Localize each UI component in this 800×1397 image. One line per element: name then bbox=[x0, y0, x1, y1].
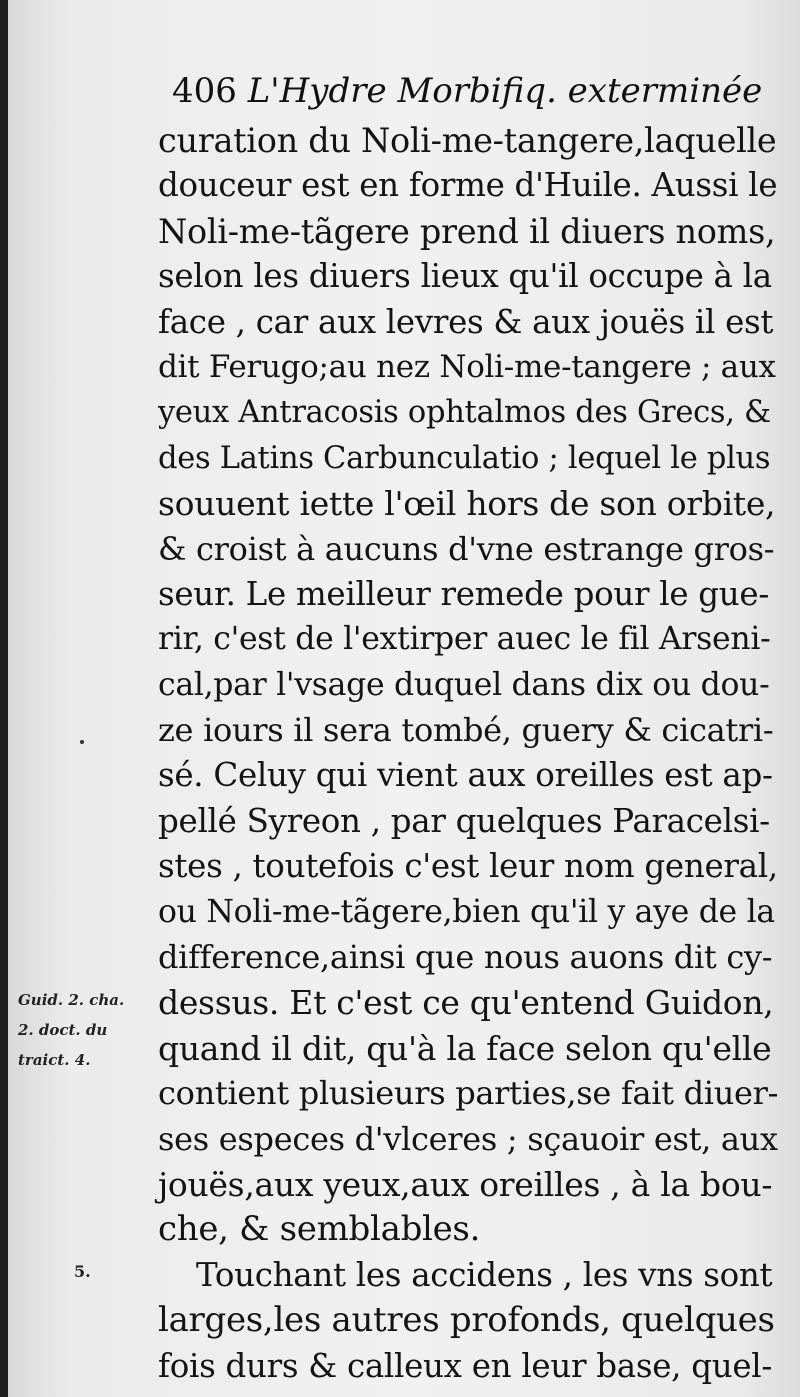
text-line: ze iours il sera tombé, guery & cicatri- bbox=[158, 711, 774, 750]
text-line: dessus. Et c'est ce qu'entend Guidon, bbox=[158, 983, 774, 1023]
text-line: ses especes d'vlceres ; sçauoir est, aux bbox=[158, 1119, 778, 1158]
running-title: L'Hydre Morbifiq. exterminée bbox=[247, 71, 763, 111]
text-line: fois durs & calleux en leur base, quel- bbox=[158, 1346, 773, 1385]
page-header bbox=[172, 62, 772, 120]
text-line: dit Ferugo;au nez Noli-me-tangere ; aux bbox=[158, 348, 776, 385]
text-line: douceur est en forme d'Huile. Aussi le bbox=[158, 166, 778, 205]
margin-note-line: traict. 4. bbox=[18, 1051, 91, 1069]
text-line: contient plusieurs parties,se fait diuer- bbox=[158, 1074, 779, 1113]
marginal-citation bbox=[18, 985, 163, 1075]
text-line: che, & semblables. bbox=[158, 1209, 481, 1250]
paragraph-start-line: Touchant les accidens , les vns sont bbox=[196, 1255, 773, 1294]
text-line: selon les diuers lieux qu'il occupe à la bbox=[158, 257, 772, 296]
text-line: pellé Syreon , par quelques Paracelsi- bbox=[158, 801, 770, 840]
margin-note-line: 2. doct. du bbox=[18, 1021, 108, 1039]
text-line: des Latins Carbunculatio ; lequel le plus bbox=[158, 440, 771, 476]
text-line: sé. Celuy qui vient aux oreilles est ap- bbox=[158, 756, 773, 795]
text-line: Noli-me-tãgere prend il diuers noms, bbox=[158, 211, 776, 251]
body-text bbox=[158, 118, 778, 1389]
text-line: souuent iette l'œil hors de son orbite, bbox=[158, 484, 776, 524]
text-line: ou Noli-me-tãgere,bien qu'il y aye de la bbox=[158, 893, 775, 930]
text-line: stes , toutefois c'est leur nom general, bbox=[158, 847, 778, 886]
text-line: quand il dit, qu'à la face selon qu'elle bbox=[158, 1028, 772, 1068]
text-line: curation du Noli-me-tangere,laquelle bbox=[158, 121, 777, 160]
text-line: & croist à aucuns d'vne estrange gros- bbox=[158, 529, 775, 568]
ink-speck bbox=[80, 740, 84, 744]
text-line: jouës,aux yeux,aux oreilles , à la bou- bbox=[158, 1164, 773, 1204]
page-number: 406 bbox=[172, 71, 237, 111]
text-line: larges,les autres profonds, quelques bbox=[158, 1300, 775, 1341]
book-page bbox=[8, 0, 800, 1397]
text-line: seur. Le meilleur remede pour le gue- bbox=[158, 574, 770, 613]
margin-note-line: Guid. 2. cha. bbox=[18, 991, 125, 1009]
text-line: rir, c'est de l'extirper auec le fil Arseni- bbox=[158, 621, 771, 658]
marginal-number: 5. bbox=[74, 1262, 91, 1281]
text-line: cal,par l'vsage duquel dans dix ou dou- bbox=[158, 666, 770, 703]
text-line: yeux Antracosis ophtalmos des Grecs, & bbox=[158, 395, 771, 431]
text-line: difference,ainsi que nous auons dit cy- bbox=[158, 938, 773, 977]
text-line: face , car aux levres & aux jouës il est bbox=[158, 302, 774, 341]
